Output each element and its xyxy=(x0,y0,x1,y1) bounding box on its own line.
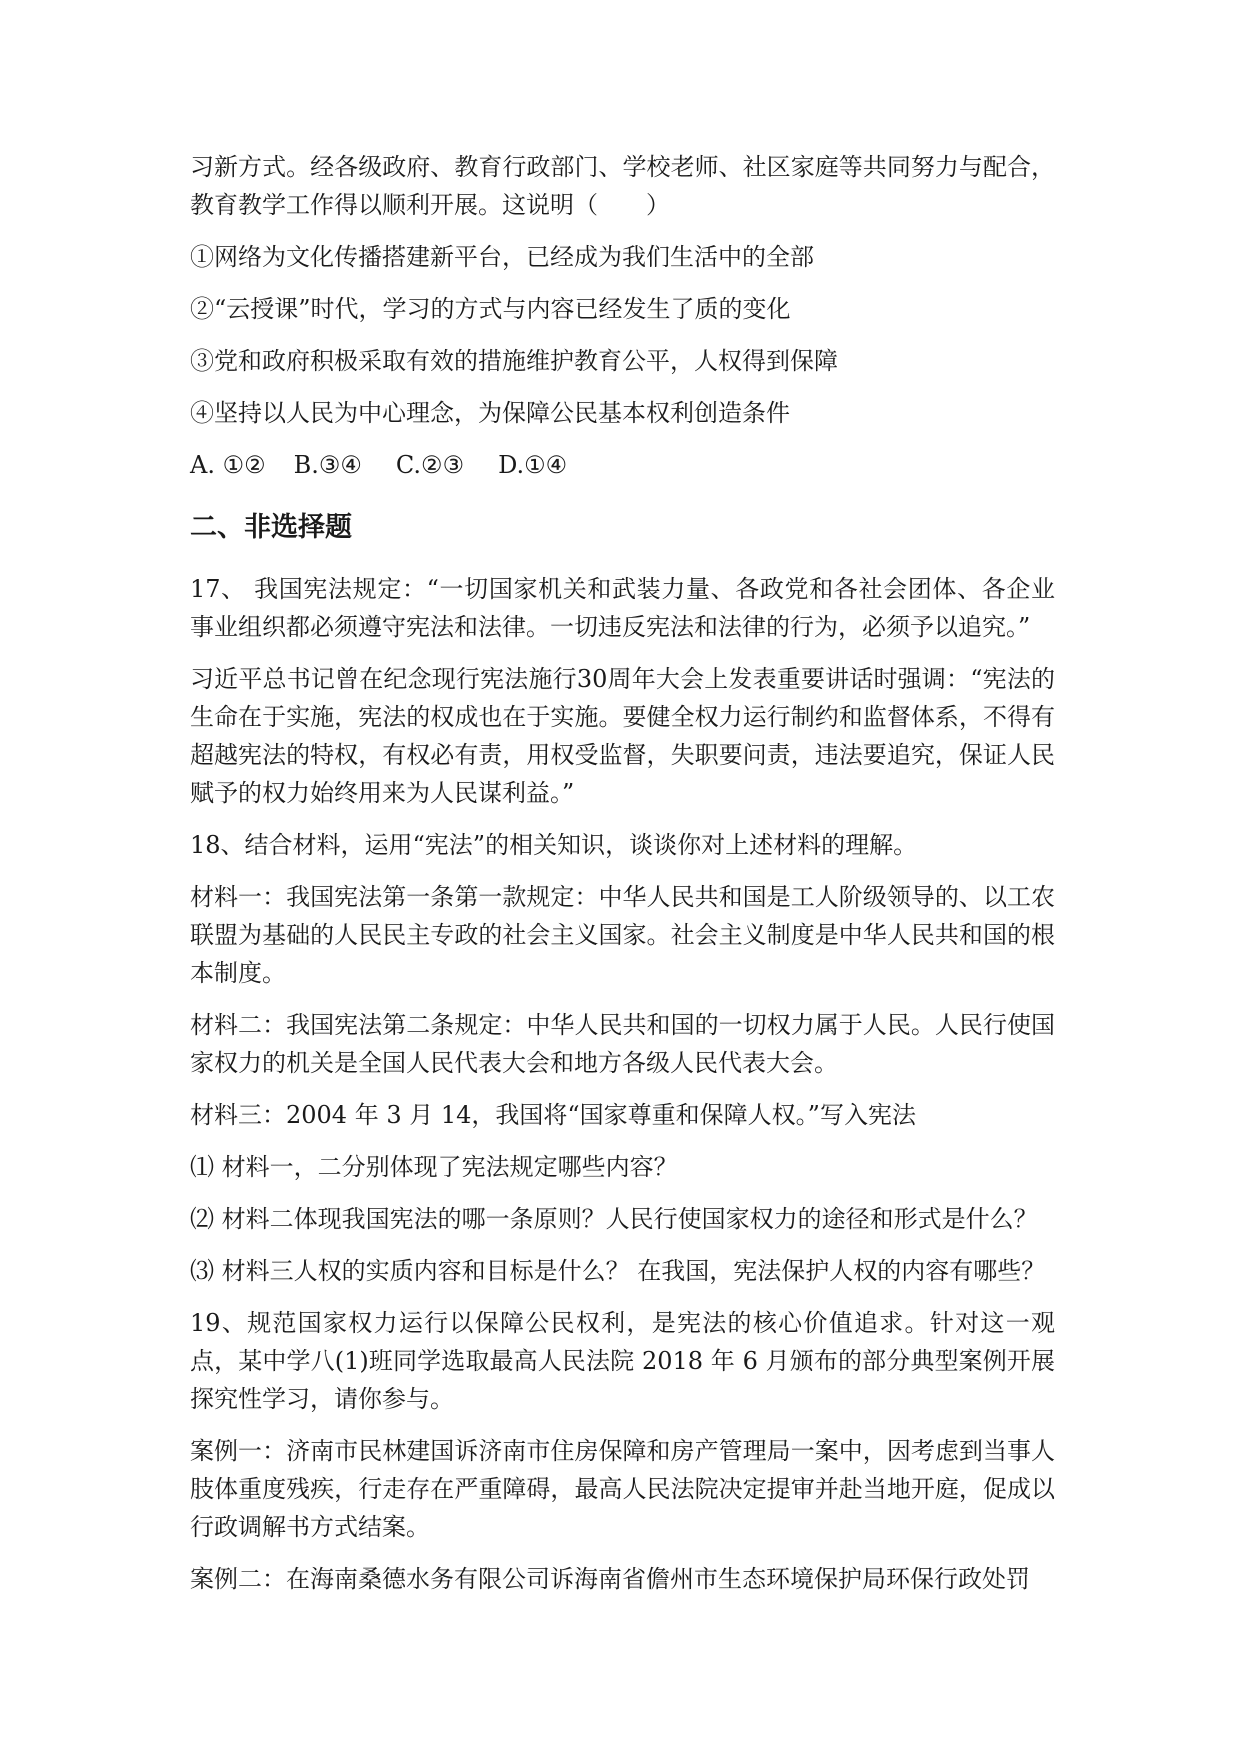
answer-choice-d: D.①④ xyxy=(498,451,568,479)
q18-subquestion-2: ⑵ 材料二体现我国宪法的哪一条原则？人民行使国家权力的途径和形式是什么？ xyxy=(190,1205,1038,1233)
q18-subquestion-1: ⑴ 材料一，二分别体现了宪法规定哪些内容？ xyxy=(190,1153,678,1181)
option-1: ①网络为文化传播搭建新平台，已经成为我们生活中的全部 xyxy=(190,243,814,271)
answer-choice-b: B.③④ xyxy=(293,451,362,479)
q19-case-2: 案例二：在海南桑德水务有限公司诉海南省儋州市生态环境保护局环保行政处罚 xyxy=(190,1565,1030,1593)
answer-choice-c: C.②③ xyxy=(395,451,465,479)
q18-material-1: 材料一：我国宪法第一条第一款规定：中华人民共和国是工人阶级领导的、以工农联盟为基础的人民民主专政的社会主义国家。社会主义制度是中华人民共和国的根本制度。 xyxy=(190,883,1055,987)
q18-material-2: 材料二：我国宪法第二条规定：中华人民共和国的一切权力属于人民。人民行使国家权力的机关是全国人民代表大会和地方各级人民代表大会。 xyxy=(190,1011,1055,1077)
question-stem-continued: 习新方式。经各级政府、教育行政部门、学校老师、社区家庭等共同努力与配合，教育教学工作得以顺利开展。这说明（ ） xyxy=(190,153,1055,219)
option-3: ③党和政府积极采取有效的措施维护教育公平，人权得到保障 xyxy=(190,347,838,375)
q18-subquestion-3: ⑶ 材料三人权的实质内容和目标是什么？ 在我国，宪法保护人权的内容有哪些？ xyxy=(190,1257,1046,1285)
q19-prompt: 19、规范国家权力运行以保障公民权利，是宪法的核心价值追求。针对这一观点，某中学八(1)班同学选取最高人民法院 2018 年 6 月颁布的部分典型案例开展探究性学习，请你参与。 xyxy=(190,1309,1055,1413)
q17-paragraph-1: 17、 我国宪法规定：“一切国家机关和武装力量、各政党和各社会团体、各企业事业组织都必须遵守宪法和法律。一切违反宪法和法律的行为，必须予以追究。” xyxy=(190,575,1055,641)
option-2: ②“云授课”时代，学习的方式与内容已经发生了质的变化 xyxy=(190,295,791,323)
answer-choices xyxy=(190,446,1055,484)
option-4: ④坚持以人民为中心理念，为保障公民基本权利创造条件 xyxy=(190,399,790,427)
q19-case-1: 案例一：济南市民林建国诉济南市住房保障和房产管理局一案中，因考虑到当事人肢体重度残疾，行走存在严重障碍，最高人民法院决定提审并赴当地开庭，促成以行政调解书方式结案。 xyxy=(190,1437,1055,1541)
q17-paragraph-2: 习近平总书记曾在纪念现行宪法施行30周年大会上发表重要讲话时强调：“宪法的生命在于实施，宪法的权成也在于实施。要健全权力运行制约和监督体系，不得有超越宪法的特权，有权必有责，用权受监督，失职要问责，违法要追究，保证人民赋予的权力始终用来为人民谋利益。” xyxy=(190,665,1055,807)
q18-material-3: 材料三：2004 年 3 月 14，我国将“国家尊重和保障人权。”写入宪法 xyxy=(190,1101,916,1129)
answer-choice-a: A. ①② xyxy=(190,451,266,479)
section-heading: 二、非选择题 xyxy=(190,512,352,543)
q18-prompt: 18、结合材料，运用“宪法”的相关知识，谈谈你对上述材料的理解。 xyxy=(190,831,918,859)
document-page xyxy=(190,148,1055,1612)
